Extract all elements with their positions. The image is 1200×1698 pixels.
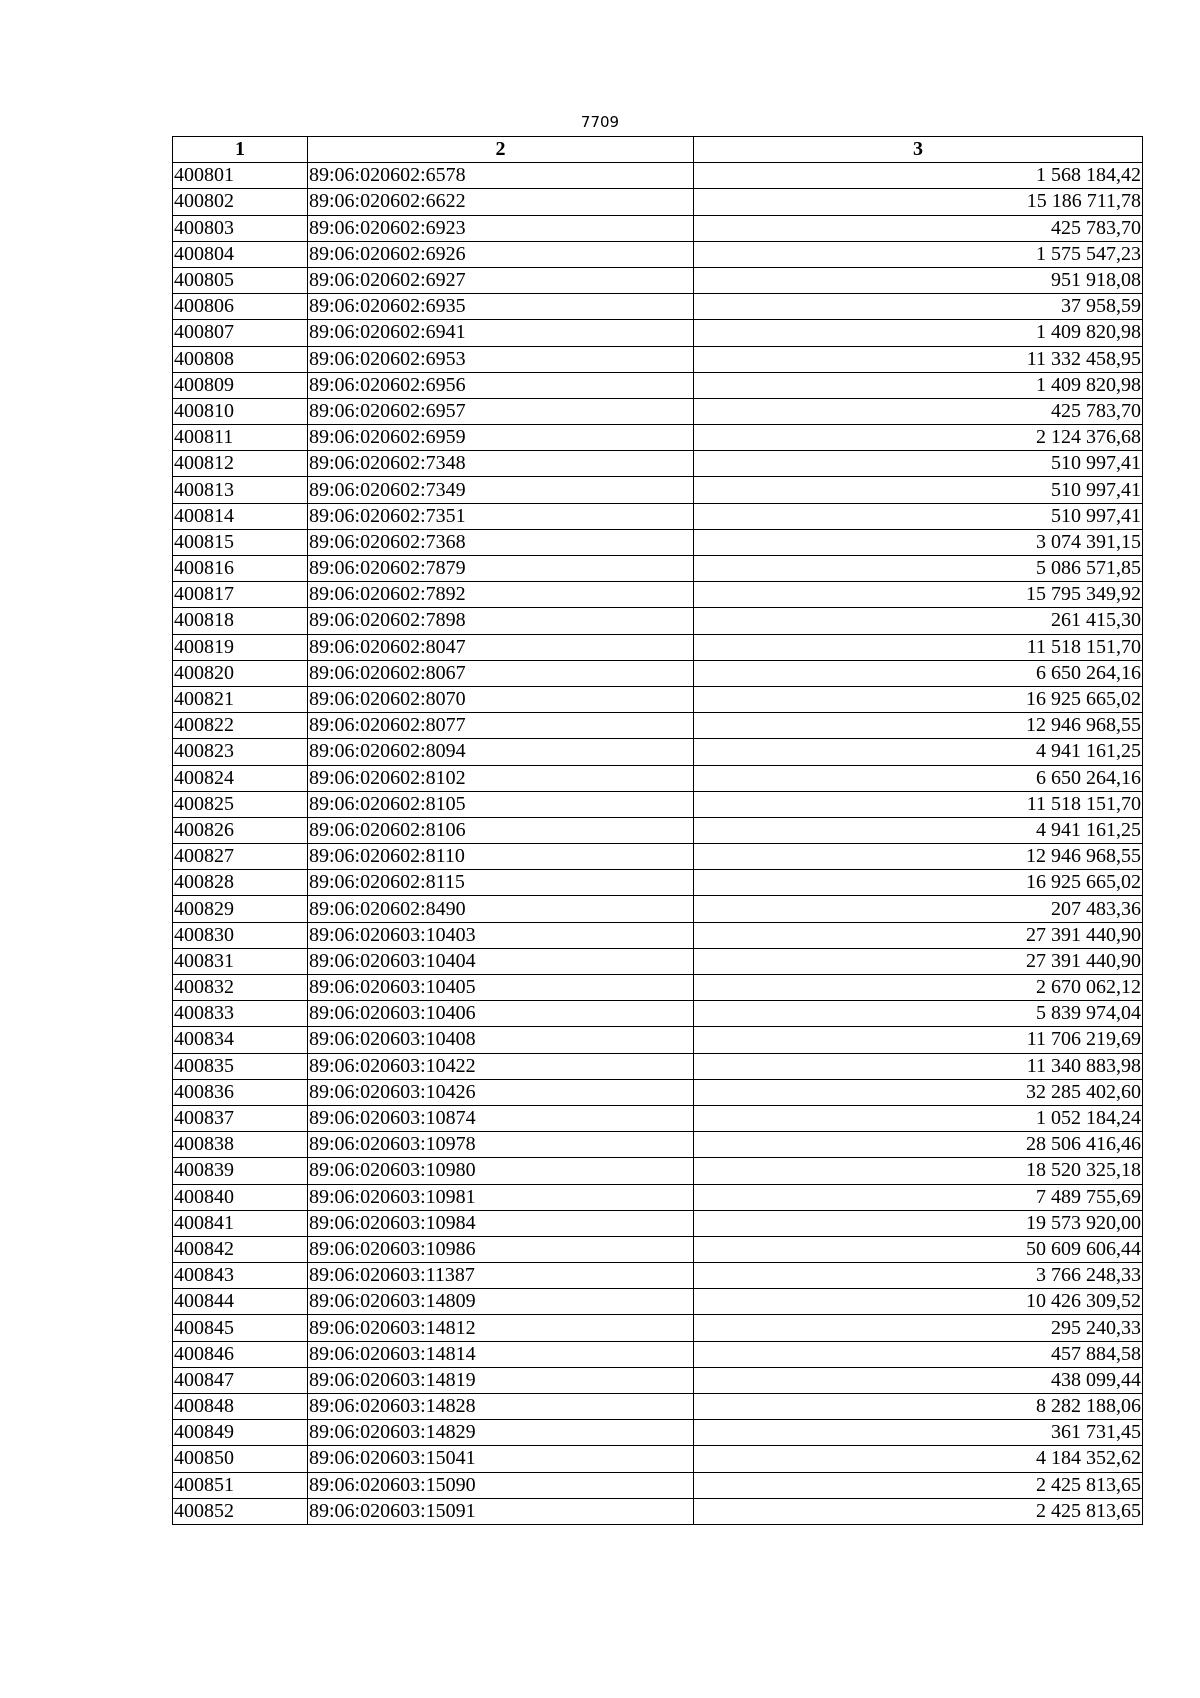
- row-number-cell: 400823: [173, 739, 308, 765]
- cadastral-number-cell: 89:06:020602:8105: [308, 791, 694, 817]
- table-body: [173, 163, 1143, 1525]
- table-row: [173, 817, 1143, 843]
- cadastral-number-cell: 89:06:020602:6926: [308, 241, 694, 267]
- row-number-cell: 400846: [173, 1341, 308, 1367]
- row-number-cell: 400806: [173, 294, 308, 320]
- row-number-cell: 400809: [173, 372, 308, 398]
- table-row: [173, 1210, 1143, 1236]
- value-cell: 510 997,41: [694, 477, 1143, 503]
- table-row: [173, 372, 1143, 398]
- row-number-cell: 400819: [173, 634, 308, 660]
- value-cell: 10 426 309,52: [694, 1289, 1143, 1315]
- table-row: [173, 294, 1143, 320]
- value-cell: 425 783,70: [694, 215, 1143, 241]
- value-cell: 28 506 416,46: [694, 1132, 1143, 1158]
- table-row: [173, 1367, 1143, 1393]
- header-row: [173, 137, 1143, 163]
- value-cell: 8 282 188,06: [694, 1394, 1143, 1420]
- row-number-cell: 400834: [173, 1027, 308, 1053]
- cadastral-number-cell: 89:06:020602:8077: [308, 713, 694, 739]
- value-cell: 11 518 151,70: [694, 634, 1143, 660]
- cadastral-number-cell: 89:06:020602:7349: [308, 477, 694, 503]
- row-number-cell: 400822: [173, 713, 308, 739]
- table-row: [173, 634, 1143, 660]
- row-number-cell: 400812: [173, 451, 308, 477]
- table-row: [173, 948, 1143, 974]
- row-number-cell: 400832: [173, 975, 308, 1001]
- row-number-cell: 400811: [173, 425, 308, 451]
- row-number-cell: 400831: [173, 948, 308, 974]
- value-cell: 27 391 440,90: [694, 948, 1143, 974]
- table-row: [173, 398, 1143, 424]
- value-cell: 16 925 665,02: [694, 686, 1143, 712]
- table-row: [173, 896, 1143, 922]
- value-cell: 12 946 968,55: [694, 844, 1143, 870]
- data-table: [172, 136, 1143, 1525]
- table-row: [173, 215, 1143, 241]
- cadastral-number-cell: 89:06:020602:6941: [308, 320, 694, 346]
- value-cell: 15 186 711,78: [694, 189, 1143, 215]
- value-cell: 11 706 219,69: [694, 1027, 1143, 1053]
- value-cell: 1 409 820,98: [694, 372, 1143, 398]
- row-number-cell: 400813: [173, 477, 308, 503]
- cadastral-number-cell: 89:06:020603:10406: [308, 1001, 694, 1027]
- row-number-cell: 400849: [173, 1420, 308, 1446]
- row-number-cell: 400820: [173, 660, 308, 686]
- page-number: 7709: [580, 113, 620, 131]
- table-row: [173, 1001, 1143, 1027]
- table-row: [173, 1315, 1143, 1341]
- cadastral-number-cell: 89:06:020602:6935: [308, 294, 694, 320]
- table-row: [173, 844, 1143, 870]
- cadastral-number-cell: 89:06:020603:10984: [308, 1210, 694, 1236]
- value-cell: 510 997,41: [694, 451, 1143, 477]
- cadastral-number-cell: 89:06:020603:14809: [308, 1289, 694, 1315]
- value-cell: 6 650 264,16: [694, 765, 1143, 791]
- row-number-cell: 400837: [173, 1105, 308, 1131]
- table-row: [173, 503, 1143, 529]
- cadastral-number-cell: 89:06:020602:6622: [308, 189, 694, 215]
- table-row: [173, 267, 1143, 293]
- table-row: [173, 1446, 1143, 1472]
- table-row: [173, 765, 1143, 791]
- cadastral-number-cell: 89:06:020603:14819: [308, 1367, 694, 1393]
- cadastral-number-cell: 89:06:020603:14812: [308, 1315, 694, 1341]
- cadastral-number-cell: 89:06:020603:10426: [308, 1079, 694, 1105]
- row-number-cell: 400817: [173, 582, 308, 608]
- row-number-cell: 400830: [173, 922, 308, 948]
- cadastral-number-cell: 89:06:020603:10404: [308, 948, 694, 974]
- cadastral-number-cell: 89:06:020603:10403: [308, 922, 694, 948]
- table-row: [173, 1236, 1143, 1262]
- table-row: [173, 189, 1143, 215]
- cadastral-number-cell: 89:06:020602:8490: [308, 896, 694, 922]
- cadastral-number-cell: 89:06:020603:10405: [308, 975, 694, 1001]
- value-cell: 32 285 402,60: [694, 1079, 1143, 1105]
- cadastral-number-cell: 89:06:020603:15091: [308, 1498, 694, 1524]
- cadastral-number-cell: 89:06:020603:15041: [308, 1446, 694, 1472]
- cadastral-number-cell: 89:06:020602:6953: [308, 346, 694, 372]
- row-number-cell: 400825: [173, 791, 308, 817]
- table-row: [173, 739, 1143, 765]
- row-number-cell: 400828: [173, 870, 308, 896]
- row-number-cell: 400852: [173, 1498, 308, 1524]
- value-cell: 295 240,33: [694, 1315, 1143, 1341]
- row-number-cell: 400801: [173, 163, 308, 189]
- table-row: [173, 1132, 1143, 1158]
- row-number-cell: 400821: [173, 686, 308, 712]
- value-cell: 5 839 974,04: [694, 1001, 1143, 1027]
- row-number-cell: 400836: [173, 1079, 308, 1105]
- value-cell: 18 520 325,18: [694, 1158, 1143, 1184]
- cadastral-number-cell: 89:06:020602:6956: [308, 372, 694, 398]
- row-number-cell: 400803: [173, 215, 308, 241]
- table-row: [173, 1263, 1143, 1289]
- row-number-cell: 400833: [173, 1001, 308, 1027]
- value-cell: 5 086 571,85: [694, 556, 1143, 582]
- table-row: [173, 686, 1143, 712]
- row-number-cell: 400845: [173, 1315, 308, 1341]
- row-number-cell: 400848: [173, 1394, 308, 1420]
- table-header: [173, 137, 1143, 163]
- table-row: [173, 713, 1143, 739]
- value-cell: 3 766 248,33: [694, 1263, 1143, 1289]
- value-cell: 261 415,30: [694, 608, 1143, 634]
- row-number-cell: 400814: [173, 503, 308, 529]
- value-cell: 361 731,45: [694, 1420, 1143, 1446]
- row-number-cell: 400843: [173, 1263, 308, 1289]
- cadastral-number-cell: 89:06:020602:8102: [308, 765, 694, 791]
- row-number-cell: 400805: [173, 267, 308, 293]
- table-row: [173, 870, 1143, 896]
- row-number-cell: 400826: [173, 817, 308, 843]
- column-header-3: 3: [694, 137, 1143, 163]
- table-row: [173, 320, 1143, 346]
- value-cell: 4 941 161,25: [694, 817, 1143, 843]
- cadastral-number-cell: 89:06:020603:10422: [308, 1053, 694, 1079]
- table-row: [173, 1053, 1143, 1079]
- value-cell: 4 941 161,25: [694, 739, 1143, 765]
- value-cell: 19 573 920,00: [694, 1210, 1143, 1236]
- value-cell: 11 332 458,95: [694, 346, 1143, 372]
- table-row: [173, 477, 1143, 503]
- row-number-cell: 400815: [173, 529, 308, 555]
- cadastral-number-cell: 89:06:020603:10408: [308, 1027, 694, 1053]
- table-row: [173, 451, 1143, 477]
- column-header-1: 1: [173, 137, 308, 163]
- value-cell: 16 925 665,02: [694, 870, 1143, 896]
- table-row: [173, 1472, 1143, 1498]
- value-cell: 37 958,59: [694, 294, 1143, 320]
- value-cell: 15 795 349,92: [694, 582, 1143, 608]
- table-row: [173, 163, 1143, 189]
- row-number-cell: 400827: [173, 844, 308, 870]
- value-cell: 510 997,41: [694, 503, 1143, 529]
- cadastral-number-cell: 89:06:020603:11387: [308, 1263, 694, 1289]
- cadastral-number-cell: 89:06:020602:8110: [308, 844, 694, 870]
- table-row: [173, 556, 1143, 582]
- cadastral-number-cell: 89:06:020602:6959: [308, 425, 694, 451]
- table-row: [173, 1341, 1143, 1367]
- cadastral-number-cell: 89:06:020602:8070: [308, 686, 694, 712]
- value-cell: 2 670 062,12: [694, 975, 1143, 1001]
- cadastral-number-cell: 89:06:020602:7348: [308, 451, 694, 477]
- value-cell: 12 946 968,55: [694, 713, 1143, 739]
- cadastral-number-cell: 89:06:020602:8094: [308, 739, 694, 765]
- table-row: [173, 791, 1143, 817]
- cadastral-number-cell: 89:06:020602:6923: [308, 215, 694, 241]
- row-number-cell: 400829: [173, 896, 308, 922]
- row-number-cell: 400802: [173, 189, 308, 215]
- row-number-cell: 400841: [173, 1210, 308, 1236]
- cadastral-number-cell: 89:06:020602:8067: [308, 660, 694, 686]
- cadastral-number-cell: 89:06:020603:14814: [308, 1341, 694, 1367]
- value-cell: 27 391 440,90: [694, 922, 1143, 948]
- table-row: [173, 241, 1143, 267]
- row-number-cell: 400824: [173, 765, 308, 791]
- value-cell: 438 099,44: [694, 1367, 1143, 1393]
- row-number-cell: 400808: [173, 346, 308, 372]
- table-row: [173, 529, 1143, 555]
- table-row: [173, 1289, 1143, 1315]
- table-row: [173, 1105, 1143, 1131]
- table-row: [173, 1079, 1143, 1105]
- value-cell: 457 884,58: [694, 1341, 1143, 1367]
- cadastral-number-cell: 89:06:020602:6927: [308, 267, 694, 293]
- value-cell: 2 124 376,68: [694, 425, 1143, 451]
- cadastral-number-cell: 89:06:020602:7351: [308, 503, 694, 529]
- row-number-cell: 400835: [173, 1053, 308, 1079]
- table-row: [173, 1394, 1143, 1420]
- cadastral-number-cell: 89:06:020602:8106: [308, 817, 694, 843]
- row-number-cell: 400847: [173, 1367, 308, 1393]
- cadastral-number-cell: 89:06:020603:14828: [308, 1394, 694, 1420]
- cadastral-number-cell: 89:06:020602:6957: [308, 398, 694, 424]
- cadastral-number-cell: 89:06:020602:7892: [308, 582, 694, 608]
- table-row: [173, 582, 1143, 608]
- value-cell: 3 074 391,15: [694, 529, 1143, 555]
- value-cell: 4 184 352,62: [694, 1446, 1143, 1472]
- row-number-cell: 400818: [173, 608, 308, 634]
- value-cell: 50 609 606,44: [694, 1236, 1143, 1262]
- table-row: [173, 1158, 1143, 1184]
- cadastral-number-cell: 89:06:020602:8115: [308, 870, 694, 896]
- row-number-cell: 400844: [173, 1289, 308, 1315]
- cadastral-number-cell: 89:06:020602:8047: [308, 634, 694, 660]
- table-row: [173, 922, 1143, 948]
- cadastral-number-cell: 89:06:020603:10986: [308, 1236, 694, 1262]
- row-number-cell: 400851: [173, 1472, 308, 1498]
- table-row: [173, 346, 1143, 372]
- value-cell: 2 425 813,65: [694, 1472, 1143, 1498]
- cadastral-number-cell: 89:06:020603:15090: [308, 1472, 694, 1498]
- value-cell: 1 052 184,24: [694, 1105, 1143, 1131]
- cadastral-number-cell: 89:06:020603:10978: [308, 1132, 694, 1158]
- cadastral-number-cell: 89:06:020603:10980: [308, 1158, 694, 1184]
- table-row: [173, 975, 1143, 1001]
- table-row: [173, 425, 1143, 451]
- row-number-cell: 400816: [173, 556, 308, 582]
- value-cell: 425 783,70: [694, 398, 1143, 424]
- cadastral-number-cell: 89:06:020602:6578: [308, 163, 694, 189]
- value-cell: 1 568 184,42: [694, 163, 1143, 189]
- table-row: [173, 1184, 1143, 1210]
- row-number-cell: 400839: [173, 1158, 308, 1184]
- value-cell: 7 489 755,69: [694, 1184, 1143, 1210]
- cadastral-number-cell: 89:06:020603:10981: [308, 1184, 694, 1210]
- table-row: [173, 608, 1143, 634]
- table-row: [173, 1498, 1143, 1524]
- row-number-cell: 400804: [173, 241, 308, 267]
- value-cell: 2 425 813,65: [694, 1498, 1143, 1524]
- row-number-cell: 400842: [173, 1236, 308, 1262]
- value-cell: 11 340 883,98: [694, 1053, 1143, 1079]
- table-row: [173, 660, 1143, 686]
- table-row: [173, 1027, 1143, 1053]
- cadastral-number-cell: 89:06:020602:7368: [308, 529, 694, 555]
- value-cell: 1 575 547,23: [694, 241, 1143, 267]
- row-number-cell: 400850: [173, 1446, 308, 1472]
- value-cell: 6 650 264,16: [694, 660, 1143, 686]
- row-number-cell: 400807: [173, 320, 308, 346]
- row-number-cell: 400838: [173, 1132, 308, 1158]
- value-cell: 951 918,08: [694, 267, 1143, 293]
- value-cell: 11 518 151,70: [694, 791, 1143, 817]
- row-number-cell: 400810: [173, 398, 308, 424]
- cadastral-number-cell: 89:06:020603:10874: [308, 1105, 694, 1131]
- table-row: [173, 1420, 1143, 1446]
- row-number-cell: 400840: [173, 1184, 308, 1210]
- cadastral-number-cell: 89:06:020602:7898: [308, 608, 694, 634]
- cadastral-number-cell: 89:06:020603:14829: [308, 1420, 694, 1446]
- cadastral-number-cell: 89:06:020602:7879: [308, 556, 694, 582]
- value-cell: 207 483,36: [694, 896, 1143, 922]
- column-header-2: 2: [308, 137, 694, 163]
- value-cell: 1 409 820,98: [694, 320, 1143, 346]
